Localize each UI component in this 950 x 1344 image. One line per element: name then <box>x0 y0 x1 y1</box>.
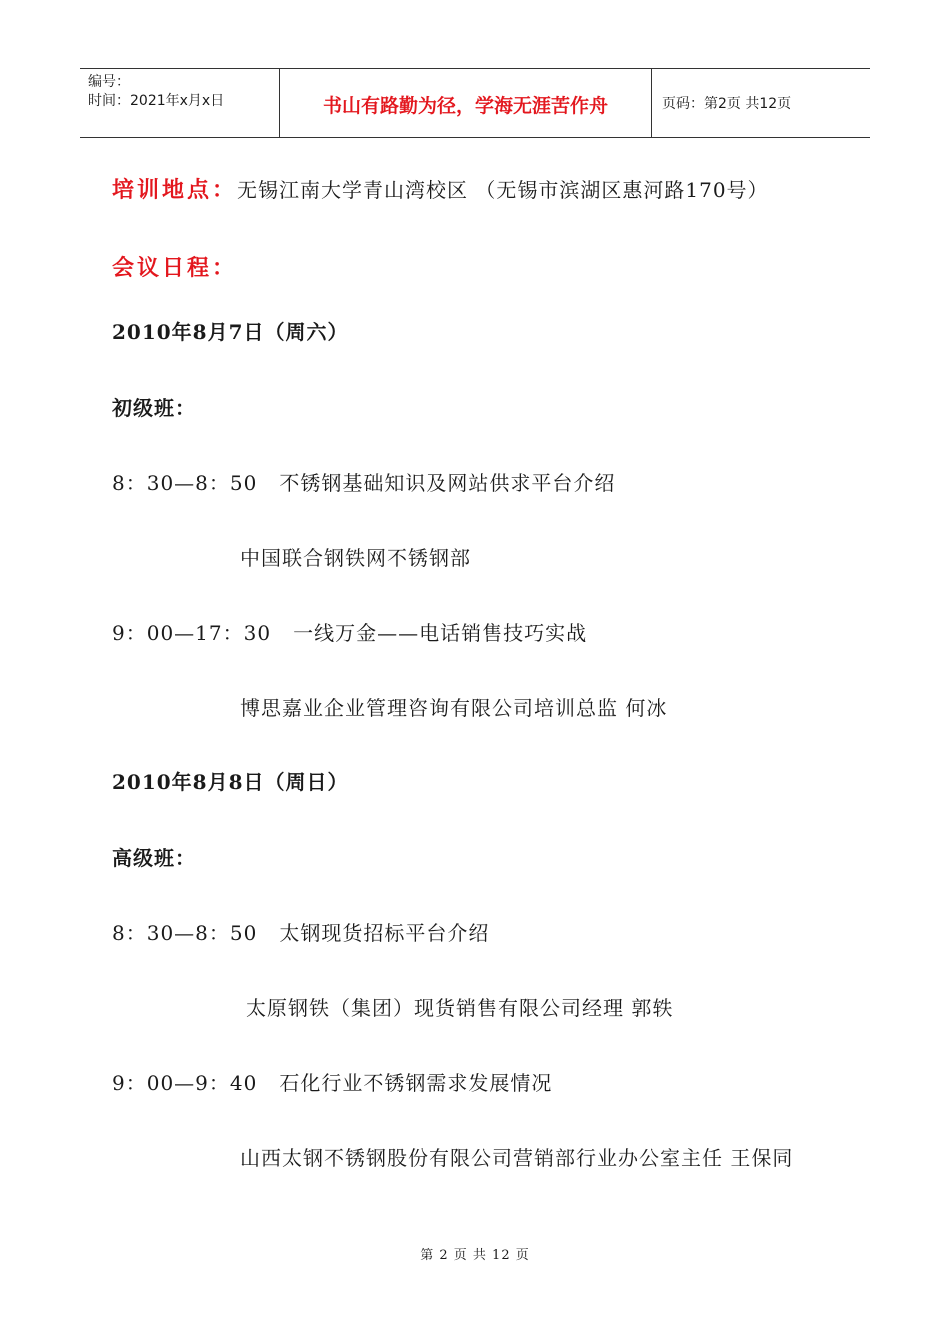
session-time: 8：30—8：50 <box>112 921 258 945</box>
number-label: 编号： <box>88 74 130 90</box>
header-motto: 书山有路勤为径，学海无涯苦作舟 <box>280 69 652 137</box>
session-title: 太钢现货招标平台介绍 <box>279 921 490 945</box>
schedule-heading: 会议日程： <box>112 256 238 281</box>
session-speaker: 山西太钢不锈钢股份有限公司营销部行业办公室主任 王保同 <box>240 1146 794 1170</box>
venue-line <box>112 176 769 205</box>
page-footer: 第 2 页 共 12 页 <box>420 1248 530 1263</box>
session-speaker: 太原钢铁（集团）现货销售有限公司经理 郭轶 <box>246 996 674 1020</box>
session-title: 石化行业不锈钢需求发展情况 <box>279 1071 553 1095</box>
venue-value: 无锡江南大学青山湾校区 （无锡市滨湖区惠河路170号） <box>237 178 769 202</box>
session-time: 9：00—17：30 <box>112 621 272 645</box>
session-title: 不锈钢基础知识及网站供求平台介绍 <box>279 471 616 495</box>
session-speaker: 博思嘉业企业管理咨询有限公司培训总监 何冰 <box>240 696 668 720</box>
header-page-label: 页码：第2页 共12页 <box>662 96 792 112</box>
day1-class-label: 初级班： <box>112 396 196 420</box>
session-title: 一线万金——电话销售技巧实战 <box>293 621 588 645</box>
session-line <box>112 919 489 947</box>
venue-label: 培训地点： <box>112 178 238 203</box>
day2-date: 2010年8月8日（周日） <box>112 770 349 794</box>
session-line <box>112 469 615 497</box>
page-header <box>80 68 870 138</box>
session-time: 8：30—8：50 <box>112 471 258 495</box>
time-label: 时间：2021年x月x日 <box>88 93 225 109</box>
day1-date: 2010年8月7日（周六） <box>112 320 349 344</box>
header-meta <box>80 69 280 137</box>
session-line <box>112 619 587 647</box>
session-speaker: 中国联合钢铁网不锈钢部 <box>240 546 471 570</box>
session-time: 9：00—9：40 <box>112 1071 258 1095</box>
session-line <box>112 1069 552 1097</box>
day2-class-label: 高级班： <box>112 846 196 870</box>
